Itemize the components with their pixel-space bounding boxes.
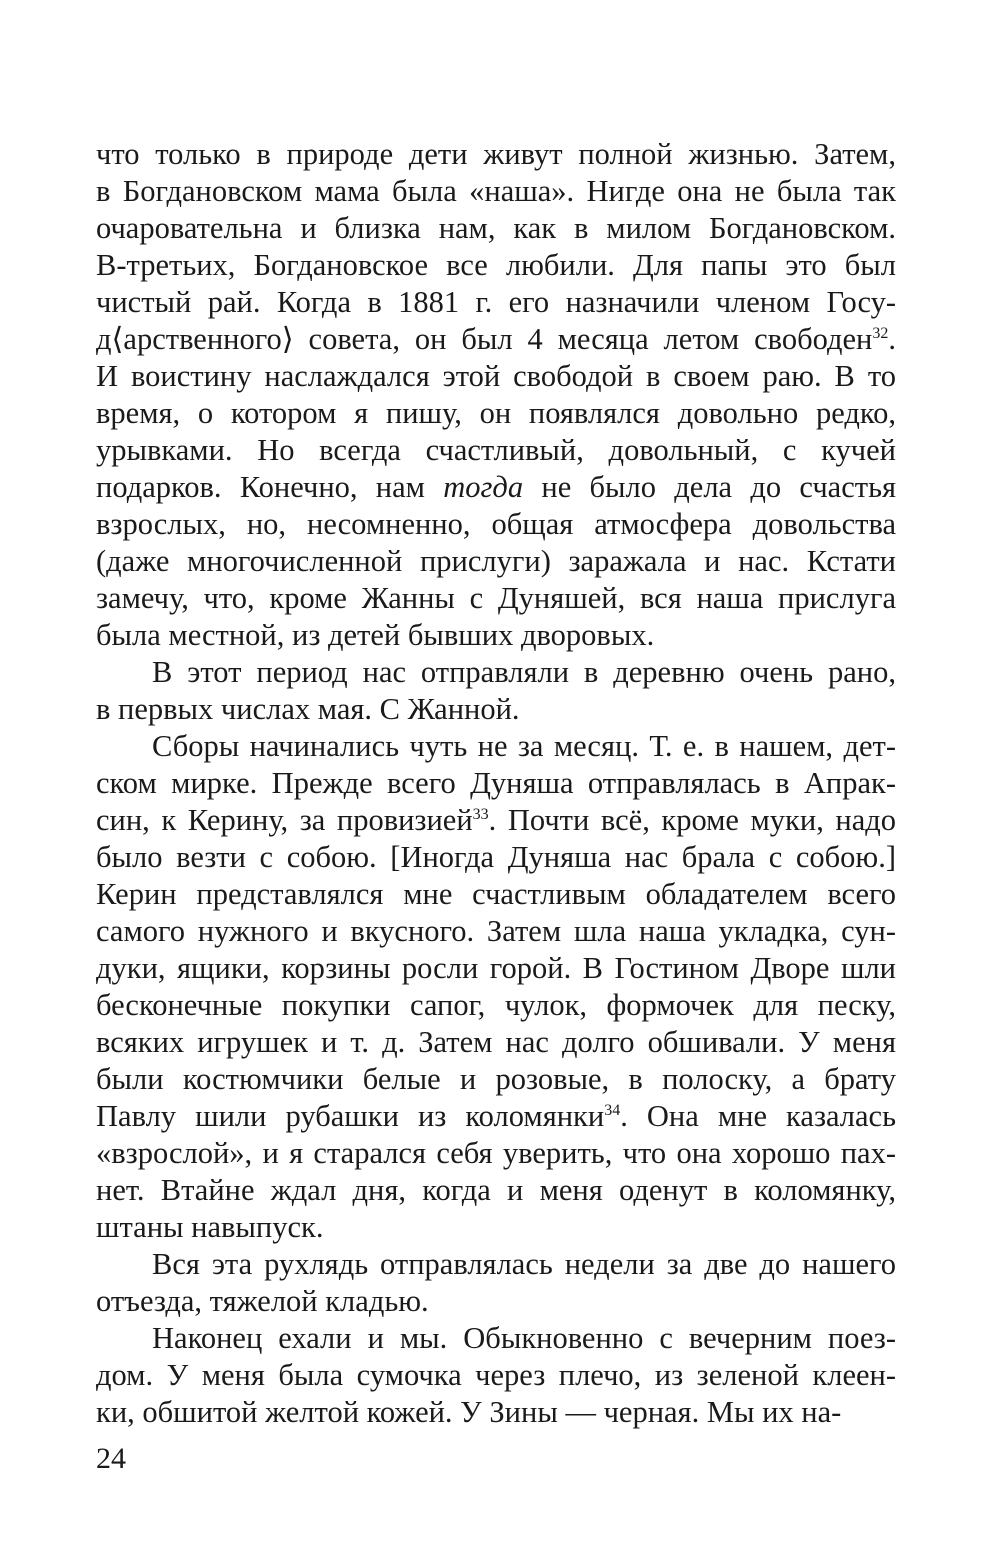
line-text: замечу, что, кроме Жанны с Дуняшей, вся наша прислуга — [96, 581, 896, 615]
text-line — [96, 284, 896, 321]
line-text: В-третьих, Богдановское все любили. Для папы это был — [96, 248, 896, 282]
paragraph-p1 — [96, 136, 896, 654]
text-line — [96, 1061, 896, 1098]
line-text-tail: . Почти всё, кроме муки, надо — [488, 803, 897, 837]
text-line — [96, 469, 896, 506]
text-line — [96, 1283, 896, 1320]
text-line — [96, 506, 896, 543]
text-line — [96, 728, 896, 765]
text-line — [96, 1246, 896, 1283]
text-line — [96, 913, 896, 950]
paragraph-p2 — [96, 654, 896, 728]
line-text: син, к Керину, за провизией — [96, 803, 473, 837]
text-line — [96, 617, 896, 654]
line-text: взрослых, но, несомненно, общая атмосфера довольства — [96, 507, 896, 541]
line-text: ском мирке. Прежде всего Дуняша отправлялась в Апрак- — [96, 766, 896, 800]
text-line — [96, 1172, 896, 1209]
text-line — [96, 1135, 896, 1172]
italic-word: тогда — [443, 470, 524, 504]
text-block — [96, 136, 896, 1431]
text-line — [96, 1357, 896, 1394]
line-text: были костюмчики белые и розовые, в полоску, а брату — [96, 1062, 896, 1096]
text-line — [96, 950, 896, 987]
text-line — [96, 1320, 896, 1357]
line-text: в первых числах мая. С Жанной. — [96, 692, 520, 726]
line-text: Вся эта рухлядь отправлялась недели за две до нашего — [152, 1247, 896, 1281]
line-text: (даже многочисленной прислуги) заражала и нас. Кстати — [96, 544, 896, 578]
line-text: Керин представлялся мне счастливым обладателем всего — [96, 877, 896, 911]
line-text: Сборы начинались чуть не за месяц. Т. е. в нашем, дет- — [152, 729, 896, 763]
text-line — [96, 876, 896, 913]
text-line — [96, 1098, 896, 1135]
text-line — [96, 432, 896, 469]
line-text: В этот период нас отправляли в деревню очень рано, — [152, 655, 896, 689]
line-text: было везти с собою. [Иногда Дуняша нас брала с собою.] — [96, 840, 896, 874]
line-text: д⟨арственного⟩ совета, он был 4 месяца летом свободен — [96, 322, 873, 356]
footnote-reference[interactable]: 34 — [604, 1102, 621, 1119]
text-line — [96, 136, 896, 173]
line-text: дуки, ящики, корзины росли горой. В Гостином Дворе шли — [96, 951, 896, 985]
text-line — [96, 543, 896, 580]
line-text: бесконечные покупки сапог, чулок, формочек для песку, — [96, 988, 896, 1022]
line-text: очаровательна и близка нам, как в милом Богдановском. — [96, 211, 896, 245]
line-text: урывками. Но всегда счастливый, довольный, с кучей — [96, 433, 896, 467]
line-text: штаны навыпуск. — [96, 1210, 324, 1244]
line-text-tail: . Она мне казалась — [620, 1099, 896, 1133]
line-text: была местной, из детей бывших дворовых. — [96, 618, 655, 652]
line-text-tail: не было дела до счастья — [523, 470, 897, 504]
line-text: Павлу шили рубашки из коломянки — [96, 1099, 605, 1133]
line-text: И воистину наслаждался этой свободой в своем раю. В то — [96, 359, 896, 393]
text-line — [96, 395, 896, 432]
text-line — [96, 765, 896, 802]
paragraph-p4 — [96, 1246, 896, 1320]
text-line — [96, 173, 896, 210]
paragraph-p3 — [96, 728, 896, 1246]
line-text: время, о котором я пишу, он появлялся довольно редко, — [96, 396, 896, 430]
page-number: 24 — [96, 1442, 126, 1475]
line-text: отъезда, тяжелой кладью. — [96, 1284, 429, 1318]
text-line — [96, 358, 896, 395]
line-text: дом. У меня была сумочка через плечо, из зеленой клеен- — [96, 1358, 896, 1392]
page-body — [96, 136, 896, 1431]
text-line — [96, 691, 896, 728]
line-text: подарков. Конечно, нам — [96, 470, 444, 504]
line-text: «взрослой», и я старался себя уверить, что она хорошо пах- — [96, 1136, 896, 1170]
footnote-reference[interactable]: 33 — [472, 806, 489, 823]
text-line — [96, 1209, 896, 1246]
text-line — [96, 1394, 896, 1431]
line-text: всяких игрушек и т. д. Затем нас долго обшивали. У меня — [96, 1025, 896, 1059]
line-text: нет. Втайне ждал дня, когда и меня оденут в коломянку, — [96, 1173, 896, 1207]
text-line — [96, 321, 896, 358]
line-text: самого нужного и вкусного. Затем шла наша укладка, сун- — [96, 914, 896, 948]
text-line — [96, 580, 896, 617]
text-line — [96, 210, 896, 247]
line-text-tail: . — [888, 322, 896, 356]
line-text: ки, обшитой желтой кожей. У Зины — черная. Мы их на- — [96, 1395, 842, 1429]
text-line — [96, 247, 896, 284]
footnote-reference[interactable]: 32 — [872, 325, 889, 342]
text-line — [96, 654, 896, 691]
text-line — [96, 802, 896, 839]
line-text: чистый рай. Когда в 1881 г. его назначили членом Госу- — [96, 285, 896, 319]
text-line — [96, 987, 896, 1024]
paragraph-p5 — [96, 1320, 896, 1431]
line-text: Наконец ехали и мы. Обыкновенно с вечерним поез- — [152, 1321, 896, 1355]
text-line — [96, 1024, 896, 1061]
text-line — [96, 839, 896, 876]
line-text: в Богдановском мама была «наша». Нигде она не была так — [96, 174, 896, 208]
line-text: что только в природе дети живут полной жизнью. Затем, — [96, 137, 896, 171]
